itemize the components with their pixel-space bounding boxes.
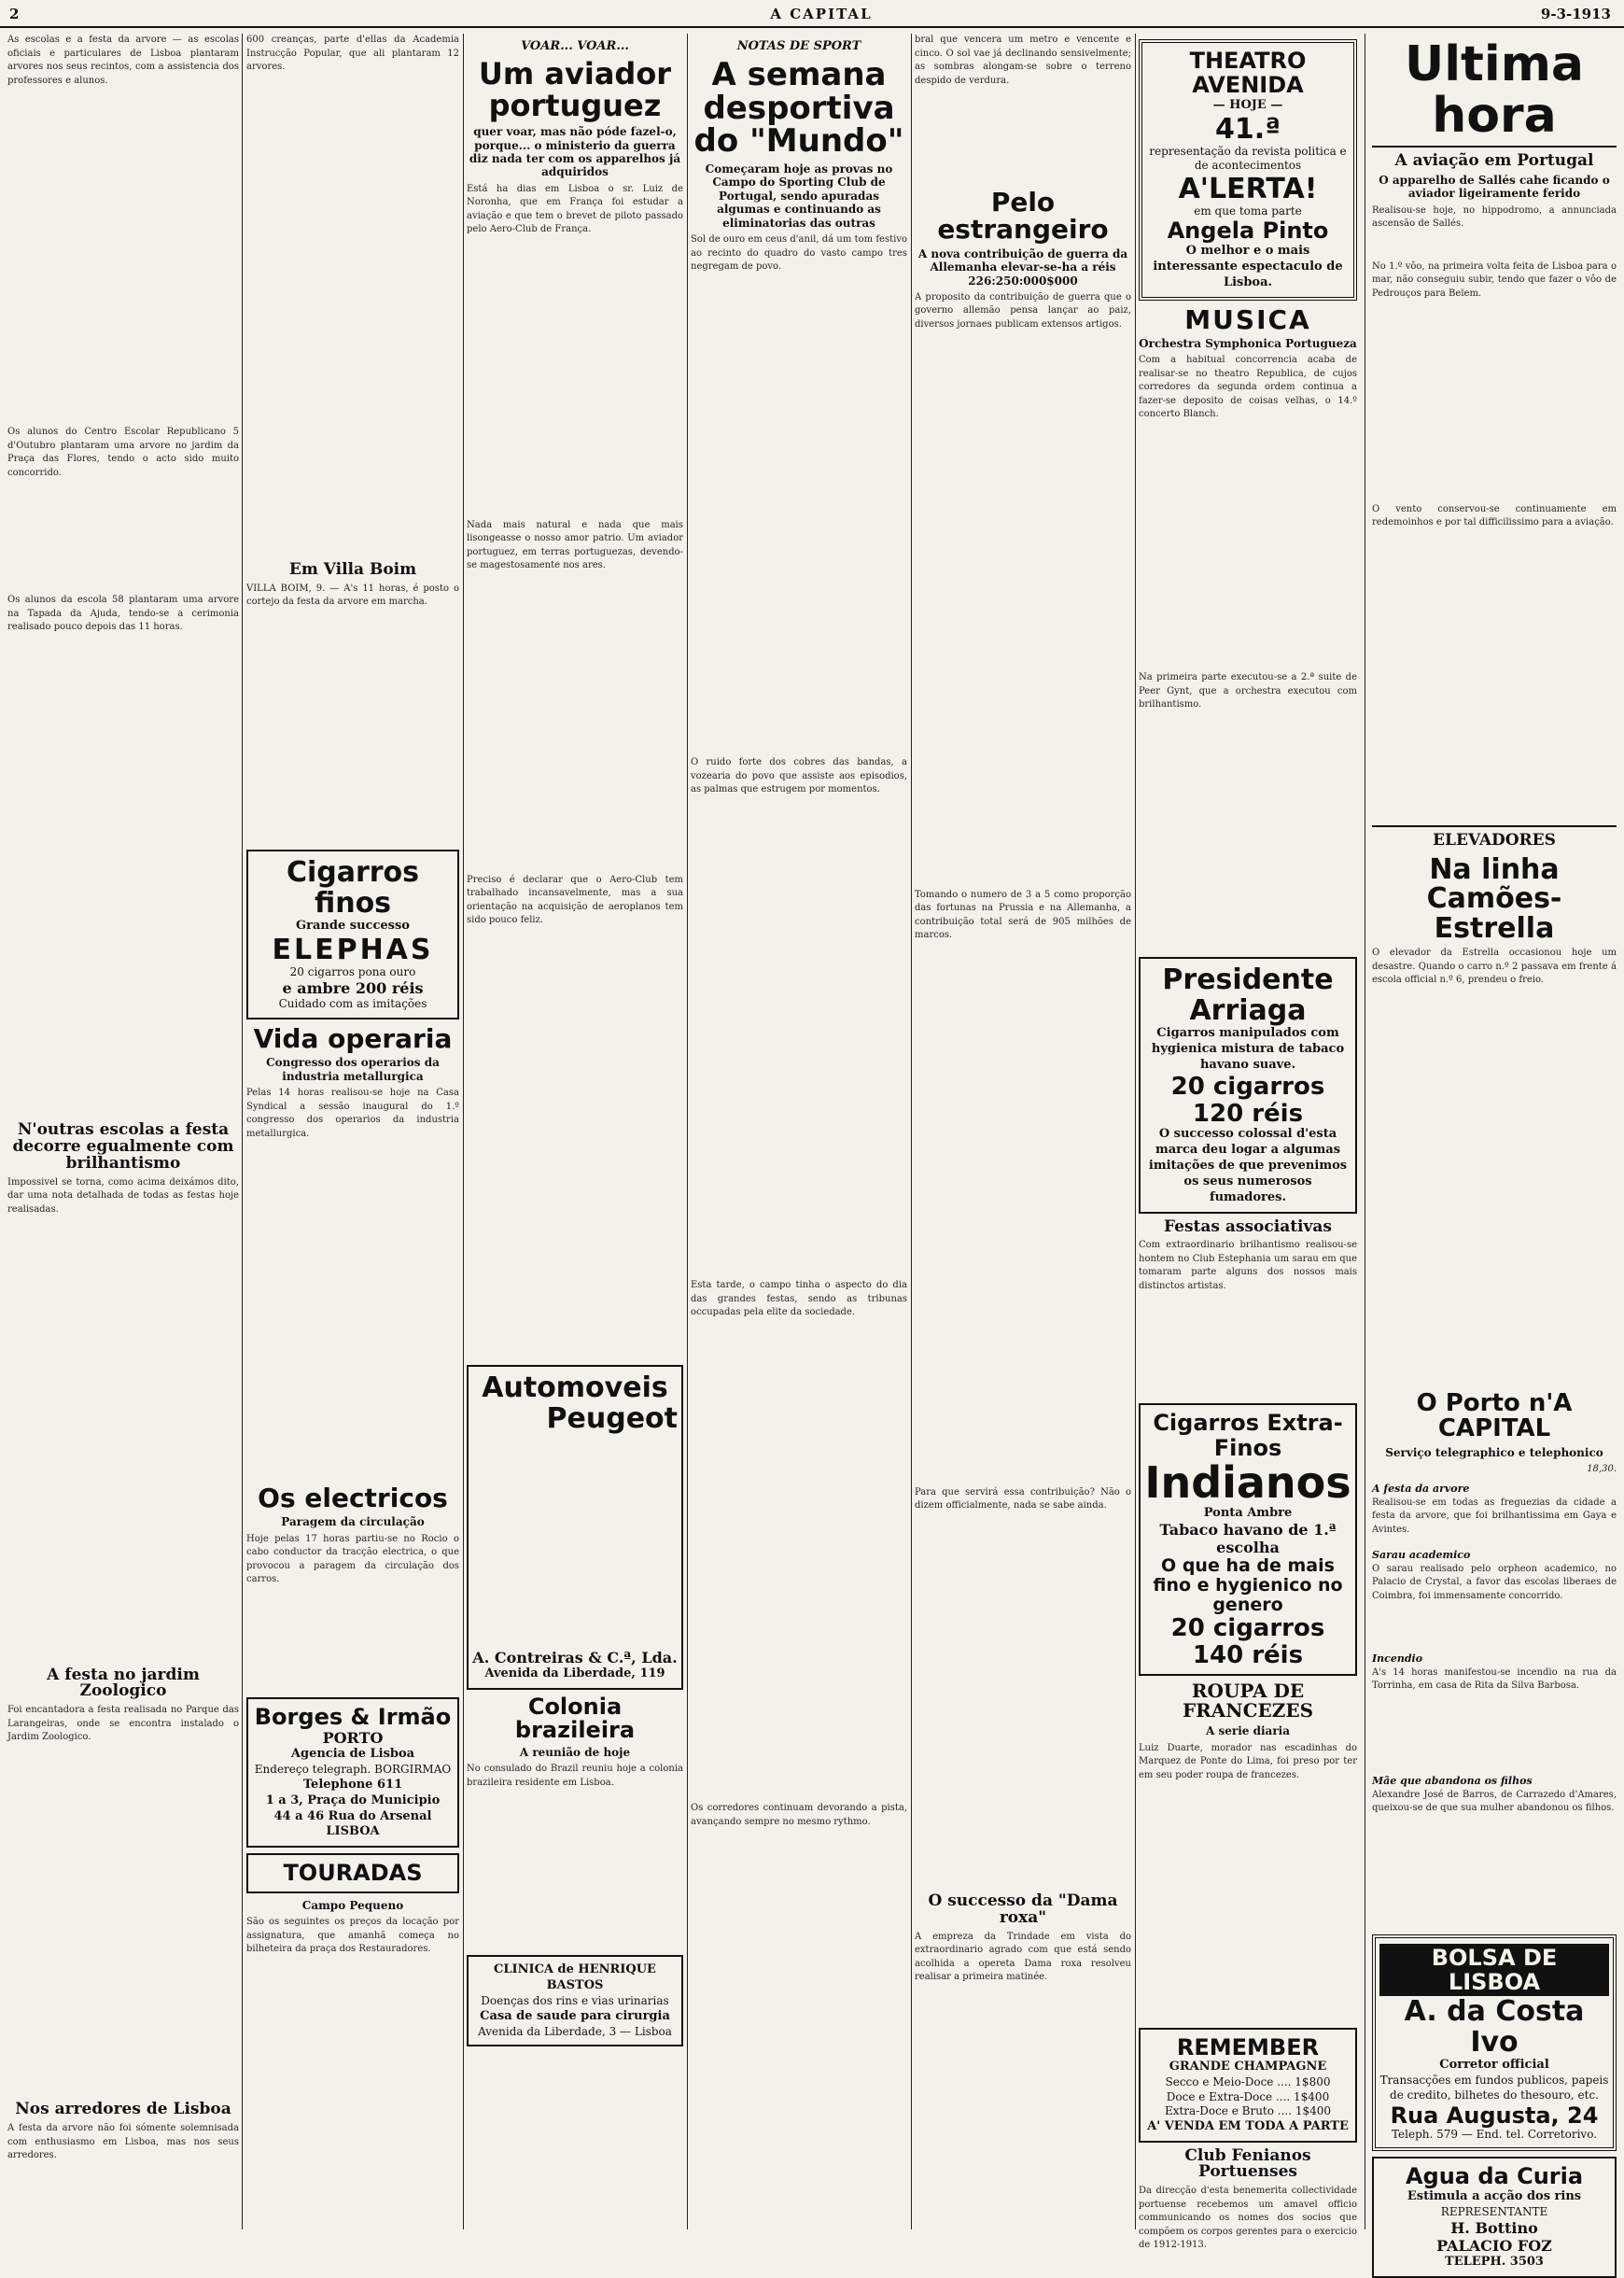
article-text: No consulado do Brazil reuniu hoje a colonia brazileira residente em Lisboa. bbox=[467, 1764, 683, 1788]
ad-price: 20 cigarros 120 réis bbox=[1170, 1072, 1325, 1128]
article-text: Nada mais natural e nada que mais lisongeasse o nosso amor patrio. Um aviador portuguez, em terras portuguezas, devendo-se magestosamente nos ares. bbox=[467, 519, 683, 571]
ad-body bbox=[472, 1434, 678, 1649]
issue-date: 9-3-1913 bbox=[1540, 6, 1611, 22]
sub-heading: Incendio bbox=[1372, 1652, 1423, 1665]
divider bbox=[1372, 825, 1617, 827]
headline: Nos arredores de Lisboa bbox=[15, 2100, 231, 2119]
ad-line: O que ha de mais fino e hygienico no genero bbox=[1153, 1555, 1343, 1616]
deck: A serie diaria bbox=[1206, 1724, 1290, 1738]
ad-line: PALACIO FOZ bbox=[1436, 2237, 1552, 2256]
sub-heading: Mãe que abandona os filhos bbox=[1372, 1774, 1533, 1787]
ad-title: Agua da Curia bbox=[1405, 2163, 1584, 2190]
headline: O Porto n'A CAPITAL bbox=[1416, 1389, 1573, 1443]
ad-price: 20 cigarros 140 réis bbox=[1170, 1614, 1325, 1669]
ad-title: Borges & Irmão bbox=[254, 1703, 452, 1730]
deck: Serviço telegraphico e telephonico bbox=[1385, 1445, 1603, 1459]
headline: Um aviador portuguez bbox=[478, 56, 672, 123]
article-text: As escolas e a festa da arvore — as escolas oficiais e particulares de Lisboa plantaram arvores nos seus recintos, com a assistencia dos professores e alunos. bbox=[7, 35, 239, 86]
ad-title: Cigarros finos bbox=[286, 855, 420, 920]
column-rule bbox=[687, 34, 688, 2229]
sub-heading: A festa da arvore bbox=[1372, 1482, 1470, 1495]
ad-title: THEATRO AVENIDA bbox=[1189, 48, 1307, 99]
ad-peugeot bbox=[467, 1365, 683, 1690]
headline: O successo da "Dama roxa" bbox=[928, 1891, 1118, 1927]
ad-elephas bbox=[246, 850, 459, 1019]
divider bbox=[1372, 146, 1617, 148]
ad-line: Agencia de Lisboa bbox=[290, 1747, 415, 1762]
ad-line: representação da revista politica e de acontecimentos bbox=[1149, 144, 1347, 173]
ad-line: TELEPH. 3503 bbox=[1445, 2255, 1544, 2270]
masthead bbox=[0, 0, 1624, 28]
ad-line: em que toma parte bbox=[1194, 204, 1302, 218]
article-text: 600 creanças, parte d'ellas da Academia Instrucção Popular, que ali plantaram 12 arvores. bbox=[246, 35, 459, 72]
ad-line: A. Contreiras & C.ª, Lda. bbox=[472, 1648, 678, 1666]
ad-title: BOLSA DE LISBOA bbox=[1379, 1944, 1609, 1997]
ad-line: Ponta Ambre bbox=[1203, 1505, 1293, 1520]
ad-line: O melhor e o mais interessante espectaculo de Lisboa. bbox=[1153, 243, 1343, 289]
ad-title: Cigarros Extra-Finos bbox=[1153, 1410, 1343, 1461]
article-text: Está ha dias em Lisboa o sr. Luiz de Noronha, que em França foi estudar a aviação e que tem o brevet de piloto passado pelo Aero-Club de França. bbox=[467, 183, 683, 235]
ad-remember bbox=[1139, 2028, 1357, 2143]
ad-line: 44 a 46 Rua do Arsenal bbox=[273, 1808, 432, 1823]
article-text: Hoje pelas 17 horas partiu-se no Rocio o cabo conductor da tracção electrica, o que provocou a paragem da circulação dos carros. bbox=[246, 1533, 459, 1585]
newspaper-name: A CAPITAL bbox=[770, 6, 873, 22]
ad-line: Transacções em fundos publicos, papeis de credito, bilhetes do thesouro, etc. bbox=[1379, 2074, 1609, 2102]
article-text: Da direcção d'esta benemerita collectividade portuense recebemos um amavel officio communicando os nomes dos socios que compõem os corpos gerentes para o exercicio de 1912-1913. bbox=[1139, 2186, 1357, 2251]
article-text: A empreza da Trindade em vista do extraordinario agrado com que está sendo acolhida a opereta Dama roxa resolveu realisar a primeira matinée. bbox=[915, 1931, 1131, 1983]
headline: A aviação em Portugal bbox=[1394, 151, 1594, 171]
column-6 bbox=[1139, 34, 1357, 2251]
article-text: bral que vencera um metro e vencente e cinco. O sol vae já declinando sensivelmente; as sombras alongam-se sobre o terreno despido de verdura. bbox=[915, 35, 1131, 86]
ad-price-line: Doce e Extra-Doce .... 1$400 bbox=[1166, 2089, 1330, 2103]
ad-bolsa-lisboa bbox=[1372, 1934, 1617, 2152]
column-2 bbox=[246, 34, 459, 2229]
ad-touradas bbox=[246, 1853, 459, 1892]
headline: Pelo estrangeiro bbox=[937, 187, 1109, 246]
article-text: Impossivel se torna, como acima deixámos dito, dar uma nota detalhada de todas as festas hoje realisadas. bbox=[7, 1176, 239, 1215]
article-text: VILLA BOIM, 9. — A's 11 horas, é posto o cortejo da festa da arvore em marcha. bbox=[246, 583, 459, 608]
ad-brand: Indianos bbox=[1144, 1457, 1351, 1509]
ad-line: Corretor official bbox=[1439, 2058, 1549, 2073]
headline: A semana desportiva do "Mundo" bbox=[693, 56, 904, 161]
ad-line: Casa de saude para cirurgia bbox=[480, 2008, 670, 2023]
deck: O apparelho de Sallés cahe ficando o aviador ligeiramente ferido bbox=[1379, 174, 1610, 201]
ad-address: Rua Augusta, 24 bbox=[1390, 2102, 1599, 2129]
ad-indianos bbox=[1139, 1403, 1357, 1676]
headline: Em Villa Boim bbox=[288, 560, 417, 579]
column-rule bbox=[1135, 34, 1136, 2229]
article-text: Com extraordinario brilhantismo realisou-se hontem no Club Estephania um sarau em que tomaram parte alguns dos nossos mais distinctos artistas. bbox=[1139, 1240, 1357, 1291]
ad-price-line: Extra-Doce e Bruto .... 1$400 bbox=[1164, 2104, 1332, 2118]
ad-price: e ambre 200 réis bbox=[282, 979, 424, 998]
ad-line: REPRESENTANTE bbox=[1440, 2204, 1548, 2218]
ad-agua-curia bbox=[1372, 2157, 1617, 2278]
article-text: O vento conservou-se continuamente em redemoinhos e por tal difficilissimo para a aviação. bbox=[1372, 503, 1617, 528]
headline: N'outras escolas a festa decorre egualmente com brilhantismo bbox=[12, 1120, 234, 1173]
deck: A nova contribuição de guerra da Allemanha elevar-se-ha a réis 226:250:000$000 bbox=[917, 246, 1128, 288]
dispatch-time: 18,30. bbox=[1587, 1464, 1617, 1475]
ad-title: REMEMBER bbox=[1176, 2033, 1320, 2060]
article-text: São os seguintes os preços da locação por assignatura, que amanhã começa no bilheteira da praça dos Restauradores. bbox=[246, 1917, 459, 1955]
deck: Paragem da circulação bbox=[281, 1515, 425, 1529]
ad-line: PORTO bbox=[322, 1729, 384, 1748]
ad-brand: Peugeot bbox=[546, 1401, 678, 1435]
deck: A reunião de hoje bbox=[519, 1746, 631, 1760]
ad-line: 20 cigarros pona ouro bbox=[289, 964, 416, 978]
column-1 bbox=[7, 34, 239, 2229]
article-text: Preciso é declarar que o Aero-Club tem trabalhado incansavelmente, mas a sua orientação na acquisição de aeroplanos tem sido pouco feliz. bbox=[467, 874, 683, 926]
ad-line: Endereço telegraph. BORGIRMAO bbox=[254, 1763, 452, 1777]
ad-title: TOURADAS bbox=[283, 1860, 423, 1887]
article-text: Os alunos da escola 58 plantaram uma arvore na Tapada da Ajuda, tendo-se a cerimonia realisado pouco depois das 11 horas. bbox=[7, 595, 239, 632]
ad-title: Presidente Arriaga bbox=[1162, 963, 1334, 1028]
ad-line: A. da Costa Ivo bbox=[1404, 1995, 1585, 2060]
ad-line: H. Bottino bbox=[1450, 2219, 1538, 2238]
ad-line: Avenida da Liberdade, 3 — Lisboa bbox=[478, 2024, 672, 2038]
kicker: NOTAS DE SPORT bbox=[736, 39, 861, 53]
ad-line: Estimula a acção dos rins bbox=[1407, 2188, 1582, 2203]
kicker: VOAR... VOAR... bbox=[521, 39, 629, 53]
article-text: Foi encantadora a festa realisada no Parque das Larangeiras, onde se encontra instalado o Jardim Zoologico. bbox=[7, 1705, 239, 1743]
deck: Campo Pequeno bbox=[301, 1898, 404, 1912]
article-text: Realisou-se em todas as freguezias da cidade a festa da arvore, que foi brilhantissima em Gaya e Avintes. bbox=[1372, 1497, 1617, 1535]
headline: Os electricos bbox=[258, 1483, 448, 1514]
article-text: O elevador da Estrella occasionou hoje um desastre. Quando o carro n.º 2 passava em frente á escola official n.º 6, prendeu o freio. bbox=[1372, 948, 1617, 986]
ad-line: Grande successo bbox=[296, 918, 410, 933]
ad-price-line: Secco e Meio-Doce .... 1$800 bbox=[1165, 2074, 1331, 2088]
section-title: ELEVADORES bbox=[1433, 830, 1556, 850]
article-text: Sol de ouro em ceus d'anil, dá um tom festivo ao recinto do quadro do vasto campo tres negregam de povo. bbox=[691, 234, 907, 273]
ad-line: Cigarros manipulados com hygienica mistura de tabaco havano suave. bbox=[1151, 1026, 1345, 1073]
headline: Na linha Camões-Estrella bbox=[1426, 852, 1562, 945]
article-text: A's 14 horas manifestou-se incendio na rua da Torrinha, em casa de Rita da Silva Barbosa. bbox=[1372, 1666, 1617, 1692]
article-text: Na primeira parte executou-se a 2.ª suite de Peer Gynt, que a orchestra executou com brilhantismo. bbox=[1139, 672, 1357, 710]
article-text: Para que servirá essa contribuição? Não o dizem officialmente, nada se sabe ainda. bbox=[915, 1486, 1131, 1512]
page-number: 2 bbox=[9, 6, 20, 22]
article-text: Esta tarde, o campo tinha o aspecto do dia das grandes festas, sendo as tribunas occupadas pela elite da sociedade. bbox=[691, 1280, 907, 1318]
ad-line: 1 a 3, Praça do Municipio bbox=[265, 1793, 441, 1807]
article-text: Tomando o numero de 3 a 5 como proporção das fortunas na Prussia e na Allemanha, a contribuição total será de 905 milhões de marcos. bbox=[915, 889, 1131, 941]
article-text: Realisou-se hoje, no hippodromo, a annunciada ascensão de Sallés. bbox=[1372, 204, 1617, 230]
ad-line: LISBOA bbox=[326, 1824, 380, 1839]
headline: ROUPA DE FRANCEZES bbox=[1182, 1680, 1314, 1723]
column-rule bbox=[242, 34, 243, 2229]
headline: Festas associativas bbox=[1164, 1216, 1332, 1236]
deck: quer voar, mas não póde fazel-o, porque... o ministerio da guerra diz nada ter com os apparelhos já adquiridos bbox=[469, 125, 681, 179]
deck: Congresso dos operarios da industria metallurgica bbox=[266, 1056, 440, 1083]
column-3 bbox=[467, 34, 683, 2229]
ad-line: Teleph. 579 — End. tel. Corretorivo. bbox=[1391, 2127, 1598, 2141]
article-text: A festa da arvore não foi sómente solemnisada com enthusiasmo em Lisboa, mas nos seus arredores. bbox=[7, 2123, 239, 2161]
headline: MUSICA bbox=[1184, 303, 1311, 335]
headline: Colonia brazileira bbox=[514, 1693, 636, 1743]
ad-borges-irmao bbox=[246, 1697, 459, 1848]
deck: Começaram hoje as provas no Campo do Sporting Club de Portugal, sendo apuradas algumas e continuando as eliminatorias das outras bbox=[705, 162, 893, 230]
ad-line: O successo colossal d'esta marca deu logar a algumas imitações de que prevenimos os seus numerosos fumadores. bbox=[1148, 1127, 1348, 1204]
ad-line: Tabaco havano de 1.ª escolha bbox=[1159, 1521, 1337, 1557]
ad-title: Automoveis bbox=[482, 1371, 668, 1404]
ad-title: CLINICA de HENRIQUE BASTOS bbox=[494, 1962, 656, 1993]
ad-line: Avenida da Liberdade, 119 bbox=[484, 1666, 665, 1680]
ad-theatro-avenida bbox=[1139, 39, 1357, 301]
ad-clinica bbox=[467, 1955, 683, 2046]
article-text: Com a habitual concorrencia acaba de realisar-se no theatro Republica, de cujos corredores da segunda ordem continua a fazer-se deposito de coisas velhas, o 14.º concerto Blanch. bbox=[1139, 355, 1357, 420]
article-text: No 1.º vôo, na primeira volta feita de Lisboa para o mar, não conseguiu subir, tendo que fazer o vôo de Pedrouços para Belem. bbox=[1372, 260, 1617, 299]
column-5 bbox=[915, 34, 1131, 2229]
ad-line: GRANDE CHAMPAGNE bbox=[1169, 2060, 1327, 2074]
ad-line: Telephone 611 bbox=[302, 1777, 403, 1792]
ad-line: A' VENDA EM TODA A PARTE bbox=[1147, 2118, 1349, 2133]
column-rule bbox=[911, 34, 912, 2229]
ad-line: Cuidado com as imitações bbox=[278, 997, 427, 1011]
article-text: Os corredores continuam devorando a pista, avançando sempre no mesmo rythmo. bbox=[691, 1803, 907, 1827]
headline: A festa no jardim Zoologico bbox=[47, 1665, 200, 1701]
headline: Ultima hora bbox=[1404, 36, 1584, 144]
ad-show: A'LERTA! bbox=[1178, 172, 1318, 205]
column-7 bbox=[1372, 34, 1617, 2270]
article-text: Luiz Duarte, morador nas escadinhas do Marquez de Ponte do Lima, foi preso por ter em seu poder roupa de francezes. bbox=[1139, 1742, 1357, 1780]
ad-line: Doenças dos rins e vias urinarias bbox=[481, 1994, 669, 2008]
article-text: Os alunos do Centro Escolar Republicano 5 d'Outubro plantaram uma arvore no jardim da Praça das Flores, tendo o acto sido muito concorrido. bbox=[7, 427, 239, 478]
article-text: Alexandre José de Barros, de Carrazedo d'Amares, queixou-se de que sua mulher abandonou os filhos. bbox=[1372, 1789, 1617, 1814]
ad-line: 41.ª bbox=[1214, 112, 1281, 146]
column-4 bbox=[691, 34, 907, 2229]
ad-star: Angela Pinto bbox=[1167, 218, 1329, 245]
article-text: Pelas 14 horas realisou-se hoje na Casa Syndical a sessão inaugural do 1.º congresso dos operarios da industria metallurgica. bbox=[246, 1088, 459, 1139]
deck: Orchestra Symphonica Portugueza bbox=[1139, 336, 1357, 350]
headline: Club Fenianos Portuenses bbox=[1184, 2145, 1311, 2182]
article-text: A proposito da contribuição de guerra que o governo allemão pensa lançar ao paiz, diversos jornaes publicam extensos artigos. bbox=[915, 291, 1131, 330]
sub-heading: Sarau academico bbox=[1372, 1548, 1471, 1561]
article-text: O sarau realisado pelo orpheon academico, no Palacio de Crystal, a favor das escolas liberaes de Coimbra, foi immensamente concorrido. bbox=[1372, 1563, 1617, 1601]
headline: Vida operaria bbox=[253, 1022, 453, 1054]
ad-brand: ELEPHAS bbox=[272, 933, 434, 966]
column-rule bbox=[463, 34, 464, 2229]
ad-line: — HOJE — bbox=[1212, 97, 1283, 112]
article-text: O ruido forte dos cobres das bandas, a vozearia do povo que assiste aos episodios, as palmas que estrugem por momentos. bbox=[691, 757, 907, 795]
ad-presidente-arriaga bbox=[1139, 957, 1357, 1213]
